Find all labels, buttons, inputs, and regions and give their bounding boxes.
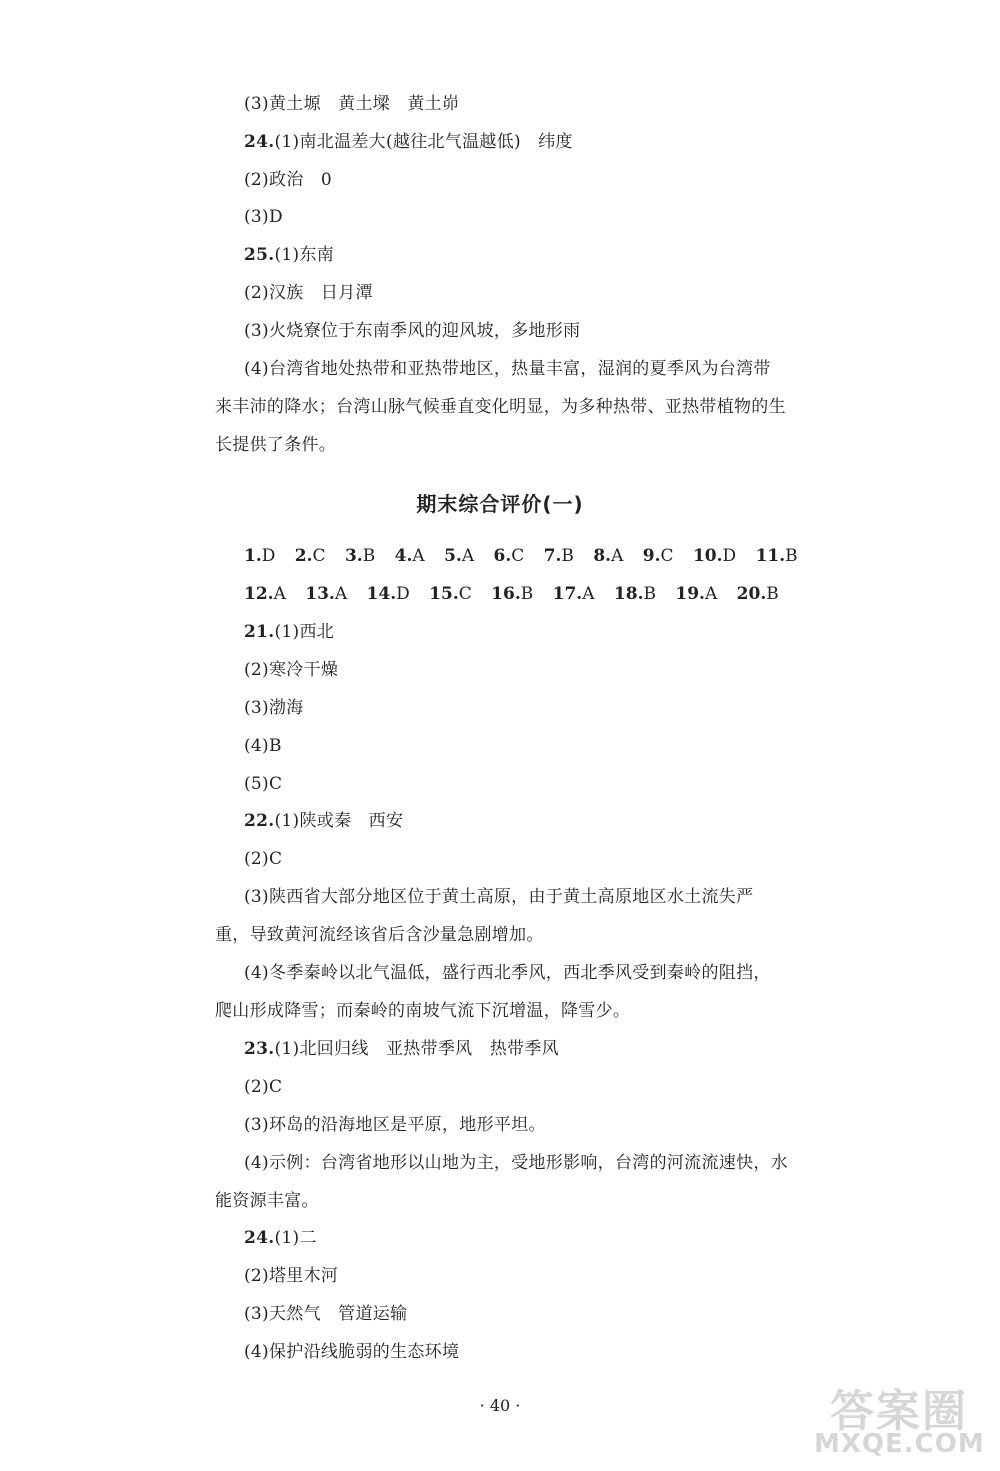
question-number: 25. <box>244 245 275 265</box>
mc-answer: 13.A <box>305 584 348 604</box>
mc-answer: 5.A <box>444 546 475 566</box>
answer-line: (2)寒冷干燥 <box>244 660 339 680</box>
mc-answer: 20.B <box>736 584 779 604</box>
answer-line: 来丰沛的降水；台湾山脉气候垂直变化明显，为多种热带、亚热带植物的生 <box>215 397 786 417</box>
question-number: 24. <box>244 1228 275 1248</box>
answer-text: (1)陕或秦 西安 <box>274 811 404 831</box>
answer-line: (3)环岛的沿海地区是平原，地形平坦。 <box>244 1115 546 1135</box>
mc-answer: 2.C <box>294 546 326 566</box>
mc-answer: 18.B <box>613 584 656 604</box>
answer-line: (3)D <box>244 207 283 227</box>
watermark-brand: 答案圈 <box>830 1386 968 1437</box>
answer-line: (4)示例：台湾省地形以山地为主，受地形影响，台湾的河流流速快，水 <box>244 1153 788 1173</box>
answer-text: (1)西北 <box>274 622 335 642</box>
mc-answer: 12.A <box>244 584 286 604</box>
answer-text: (1)东南 <box>274 245 335 265</box>
answer-line: 能资源丰富。 <box>215 1191 319 1211</box>
question-22-line-1 <box>244 810 403 832</box>
mc-answer: 4.A <box>394 546 425 566</box>
answer-line: (5)C <box>244 774 283 794</box>
question-24-line-1 <box>244 131 573 153</box>
answer-text: (1)南北温差大(越往北气温越低) 纬度 <box>274 132 573 152</box>
answer-line: (2)政治 0 <box>244 170 332 190</box>
answer-text: (1)二 <box>274 1228 317 1248</box>
section-title: 期末综合评价(一) <box>416 492 584 516</box>
answer-line: (4)保护沿线脆弱的生态环境 <box>244 1342 460 1362</box>
answer-line: (3)天然气 管道运输 <box>244 1304 408 1324</box>
mc-answer: 19.A <box>675 584 718 604</box>
question-number: 23. <box>244 1039 275 1059</box>
question-number: 21. <box>244 622 275 642</box>
mc-answer: 16.B <box>491 584 534 604</box>
watermark-url: MXQE.COM <box>814 1429 985 1459</box>
answer-line: (3)陕西省大部分地区位于黄土高原，由于黄土高原地区水土流失严 <box>244 887 754 907</box>
question-23-line-1 <box>244 1038 559 1060</box>
mc-answer: 6.C <box>493 546 525 566</box>
answer-line: (4)台湾省地处热带和亚热带地区，热量丰富，湿润的夏季风为台湾带 <box>244 359 771 379</box>
mc-answer: 1.D <box>244 546 276 566</box>
answer-line: (2)塔里木河 <box>244 1266 339 1286</box>
mc-answer: 14.D <box>366 584 410 604</box>
mc-answer: 11.B <box>755 546 798 566</box>
multiple-choice-row-1 <box>244 546 812 566</box>
answer-line: 爬山形成降雪；而秦岭的南坡气流下沉增温，降雪少。 <box>215 1001 631 1021</box>
watermark-logo <box>800 1371 990 1461</box>
answer-line: 重，导致黄河流经该省后含沙量急剧增加。 <box>215 925 544 945</box>
question-number: 24. <box>244 132 275 152</box>
answer-line: (2)汉族 日月潭 <box>244 283 373 303</box>
multiple-choice-row-2 <box>244 584 793 604</box>
question-25-line-1 <box>244 244 334 266</box>
mc-answer: 7.B <box>543 546 574 566</box>
answer-text: (1)北回归线 亚热带季风 热带季风 <box>274 1039 559 1059</box>
question-24-line-1 <box>244 1227 317 1249</box>
answer-line: (4)冬季秦岭以北气温低，盛行西北季风，西北季风受到秦岭的阻挡， <box>244 963 771 983</box>
question-21-line-1 <box>244 621 334 643</box>
mc-answer: 10.D <box>692 546 737 566</box>
mc-answer: 15.C <box>429 584 472 604</box>
answer-line: (3)黄土塬 黄土墚 黄土峁 <box>244 94 460 114</box>
mc-answer: 17.A <box>552 584 595 604</box>
answer-line: (3)渤海 <box>244 698 304 718</box>
answer-line: (2)C <box>244 849 283 869</box>
answer-line: (3)火烧寮位于东南季风的迎风坡，多地形雨 <box>244 321 581 341</box>
answer-line: (4)B <box>244 736 282 756</box>
mc-answer: 9.C <box>642 546 674 566</box>
page-number: · 40 · <box>479 1396 521 1415</box>
question-number: 22. <box>244 811 275 831</box>
answer-line: (2)C <box>244 1077 283 1097</box>
mc-answer: 3.B <box>344 546 376 566</box>
mc-answer: 8.A <box>593 546 624 566</box>
answer-line: 长提供了条件。 <box>215 435 337 455</box>
